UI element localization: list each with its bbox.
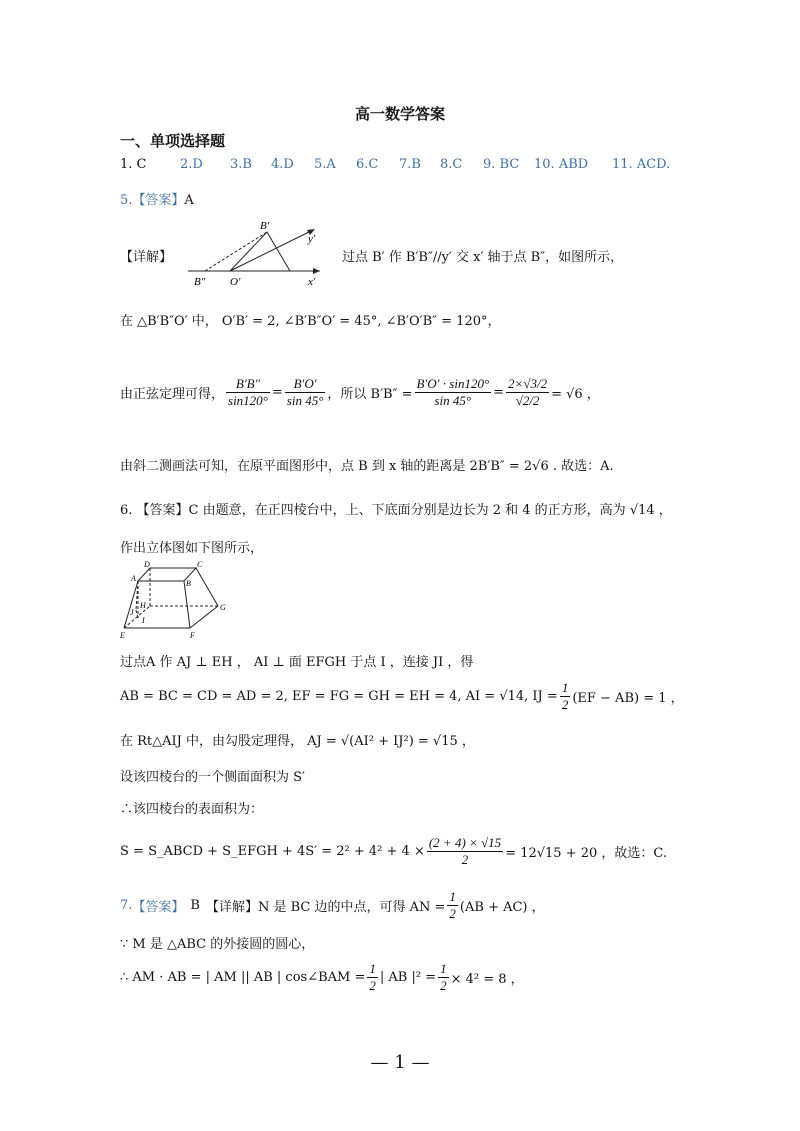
label-a: A <box>131 574 136 583</box>
page-title: 高一数学答案 <box>354 105 445 123</box>
q6-line4 <box>120 676 684 716</box>
q5-header <box>120 189 194 208</box>
label-x-prime: x′ <box>308 276 316 288</box>
q7-half-frac-3 <box>438 961 449 994</box>
q5-frac1-den: sin120° <box>228 392 268 408</box>
q7-answer-tag: 【答案】 <box>132 899 185 915</box>
q5-frac3-den: sin 45° <box>434 392 472 408</box>
q5-detail-text: 过点 B′ 作 B′B″//y′ 交 x′ 轴于点 B″，如图所示， <box>342 250 624 265</box>
q5-frac4-num: 2×√3/2 <box>508 375 548 391</box>
q5-frac3 <box>415 376 492 409</box>
q5-frac4 <box>506 376 549 409</box>
answer-5: 5.A <box>314 157 336 172</box>
q7-half-frac-2 <box>367 961 378 994</box>
q6-line4-a: AB = BC = CD = AD = 2, EF = FG = GH = EH = 4, AI = √14, IJ = <box>120 688 558 704</box>
q6-area-frac <box>427 835 503 868</box>
q5-frac2 <box>285 376 326 409</box>
label-e: E <box>120 631 125 640</box>
q5-answer: A <box>184 193 194 208</box>
answer-9: 9. BC <box>483 157 520 172</box>
q5-so: ，所以 B′B″ = <box>327 386 413 402</box>
answer-4: 4.D <box>271 157 294 172</box>
q5-frac4-den: √2/2 <box>515 392 540 408</box>
q6-area-num: (2 + 4) × √15 <box>428 834 502 850</box>
label-f: F <box>190 631 195 640</box>
q7-half-den-2: 2 <box>369 977 376 993</box>
q7-half-num-3: 1 <box>440 960 447 976</box>
answer-8: 8.C <box>440 157 463 172</box>
q6-line5: 在 Rt△AIJ 中，由勾股定理得， AJ = √(AI² + IJ²) = √15 ， <box>120 734 475 749</box>
answer-10: 10. ABD <box>534 157 589 172</box>
q5-eq: = <box>271 384 283 400</box>
q7-line3 <box>120 955 524 999</box>
q6-half-den: 2 <box>561 696 569 712</box>
label-c: C <box>197 560 203 569</box>
q7-answer: B <box>190 897 200 913</box>
q7-line3-a: ∴ AM · AB = | AM || AB | cos∠BAM = <box>120 969 366 985</box>
q7-half-den: 2 <box>449 905 456 921</box>
q6-half-frac <box>560 680 571 713</box>
answer-7: 7.B <box>399 157 421 172</box>
label-b-prime: B′ <box>260 220 270 232</box>
label-h: H <box>140 601 146 610</box>
page-number: — 1 — <box>370 1052 430 1073</box>
q6-line2: 作出立体图如下图所示， <box>120 541 264 556</box>
q5-frac1-num: B′B″ <box>226 376 270 393</box>
q6-line4-b: (EF − AB) = 1 ， <box>572 690 684 706</box>
q6-area-den: 2 <box>461 851 469 867</box>
section-heading: 一、单项选择题 <box>120 132 226 150</box>
label-y-prime: y′ <box>308 233 316 245</box>
q7-text-b: (AB + AC) ， <box>459 899 545 915</box>
label-b: B <box>186 579 191 588</box>
q6-half-num: 1 <box>561 679 569 695</box>
label-b-double-prime: B″ <box>194 276 206 288</box>
q7-line2: ∵ M 是 △ABC 的外接圆的圆心， <box>120 937 315 952</box>
q5-frac1 <box>226 376 270 409</box>
q5-line2-prefix: 由正弦定理可得， <box>120 386 225 402</box>
q5-eq2: = <box>493 384 505 400</box>
q6-line8-b: = 12√15 + 20 ，故选：C. <box>505 845 668 861</box>
label-j: J <box>130 608 134 617</box>
q6-line3: 过点A 作 AJ ⊥ EH ， AI ⊥ 面 EFGH 于点 I ，连接 JI ，得 <box>120 655 474 670</box>
q7-half-num-2: 1 <box>369 960 376 976</box>
q7-line3-b: | AB |² = <box>379 969 437 985</box>
q6-line1: 6. 【答案】C 由题意，在正四棱台中，上、下底面分别是边长为 2 和 4 的正方形，高为 √14 ， <box>120 503 672 518</box>
q5-detail-tag: 【详解】 <box>120 250 173 265</box>
q6-frustum-figure <box>118 558 233 643</box>
q5-frac3-num: B′O′ · sin120° <box>416 375 490 391</box>
q5-line3: 由斜二测画法可知，在原平面图形中，点 B 到 x 轴的距离是 2B′B″ = 2√6 . 故选：A. <box>120 459 614 474</box>
q6-line8-a: S = S_ABCD + S_EFGH + 4S′ = 2² + 4² + 4 × <box>120 843 425 859</box>
q7-line3-c: × 4² = 8 ， <box>450 971 524 987</box>
label-g: G <box>220 603 226 612</box>
answer-3: 3.B <box>230 157 252 172</box>
q5-line1: 在 △B′B″O′ 中， O′B′ = 2, ∠B′B″O′ = 45°, ∠B′O′B″ = 120°， <box>120 314 501 329</box>
q5-result: = √6 ， <box>551 386 600 402</box>
q7-number: 7. <box>120 897 133 913</box>
label-d: D <box>144 560 150 569</box>
q7-line1 <box>120 885 545 925</box>
q5-answer-tag: 【答案】 <box>132 193 185 208</box>
q7-half-num: 1 <box>449 888 456 904</box>
q5-line2 <box>120 352 600 432</box>
label-o-prime: O′ <box>230 276 241 288</box>
answer-2: 2.D <box>180 157 203 172</box>
answer-11: 11. ACD. <box>612 157 671 172</box>
q7-half-frac <box>447 889 458 922</box>
q5-frac2-num: B′O′ <box>285 376 326 393</box>
answer-1: 1. C <box>120 157 147 172</box>
q5-number: 5. <box>120 193 133 208</box>
q7-text-a: 【详解】N 是 BC 边的中点，可得 AN = <box>205 899 446 915</box>
q6-line7: ∴该四棱台的表面积为： <box>120 802 264 817</box>
q7-half-den-3: 2 <box>440 977 447 993</box>
q6-line8 <box>120 828 667 874</box>
answer-6: 6.C <box>356 157 379 172</box>
q5-frac2-den: sin 45° <box>286 392 324 408</box>
label-i: I <box>142 616 145 625</box>
q6-line6: 设该四棱台的一个侧面面积为 S′ <box>120 770 305 785</box>
q5-oblique-figure <box>180 218 330 288</box>
